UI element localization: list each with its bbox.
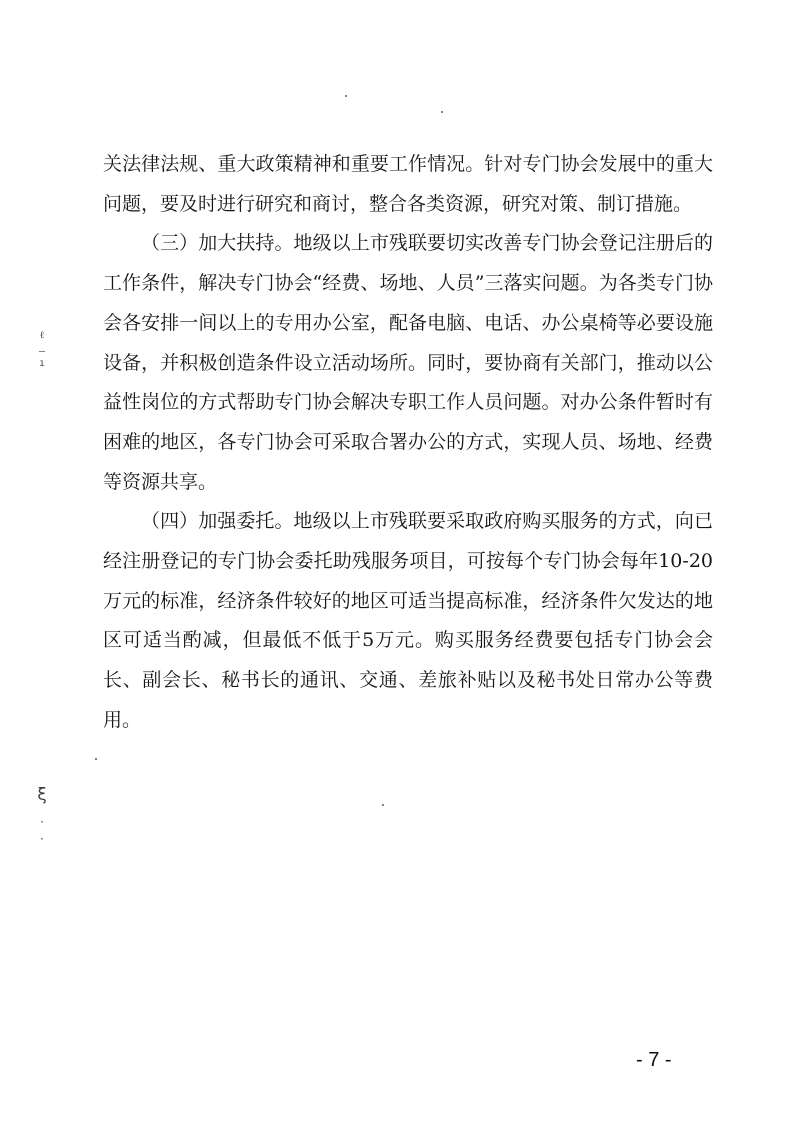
scan-speck (345, 95, 347, 97)
scan-speck (95, 758, 97, 760)
binding-margin-mark: – (38, 346, 46, 357)
binding-margin-mark: ı (38, 358, 46, 369)
continued-paragraph: 关法律法规、重大政策精神和重要工作情况。针对专门协会发展中的重大问题，要及时进行研究和商讨，整合各类资源，研究对策、制订措施。 (103, 153, 713, 215)
document-body (103, 145, 713, 741)
binding-margin-mark: ξ (36, 785, 48, 805)
scan-speck (441, 111, 443, 113)
binding-margin-mark: ℓ (39, 330, 45, 341)
scan-speck (382, 804, 384, 806)
section-three-paragraph: （三）加大扶持。地级以上市残联要切实改善专门协会登记注册后的工作条件，解决专门协会“经费、场地、人员”三落实问题。为各类专门协会各安排一间以上的专用办公室，配备电脑、电话、办公桌椅等必要设施设备，并积极创造条件设立活动场所。同时，要协商有关部门，推动以公益性岗位的方式帮助专门协会解决专职工作人员问题。对办公条件暂时有困难的地区，各专门协会可采取合署办公的方式，实现人员、场地、经费等资源共享。 (103, 232, 713, 493)
binding-margin-mark: · (38, 834, 46, 845)
section-four-paragraph: （四）加强委托。地级以上市残联要采取政府购买服务的方式，向已经注册登记的专门协会委托助残服务项目，可按每个专门协会每年10-20万元的标准，经济条件较好的地区可适当提高标准，经济条件欠发达的地区可适当酌减，但最低不低于5万元。购买服务经费要包括专门协会会长、副会长、秘书长的通讯、交通、差旅补贴以及秘书处日常办公等费用。 (103, 510, 713, 731)
page-number: - 7 - (636, 1049, 672, 1071)
binding-margin-mark: · (38, 817, 46, 828)
